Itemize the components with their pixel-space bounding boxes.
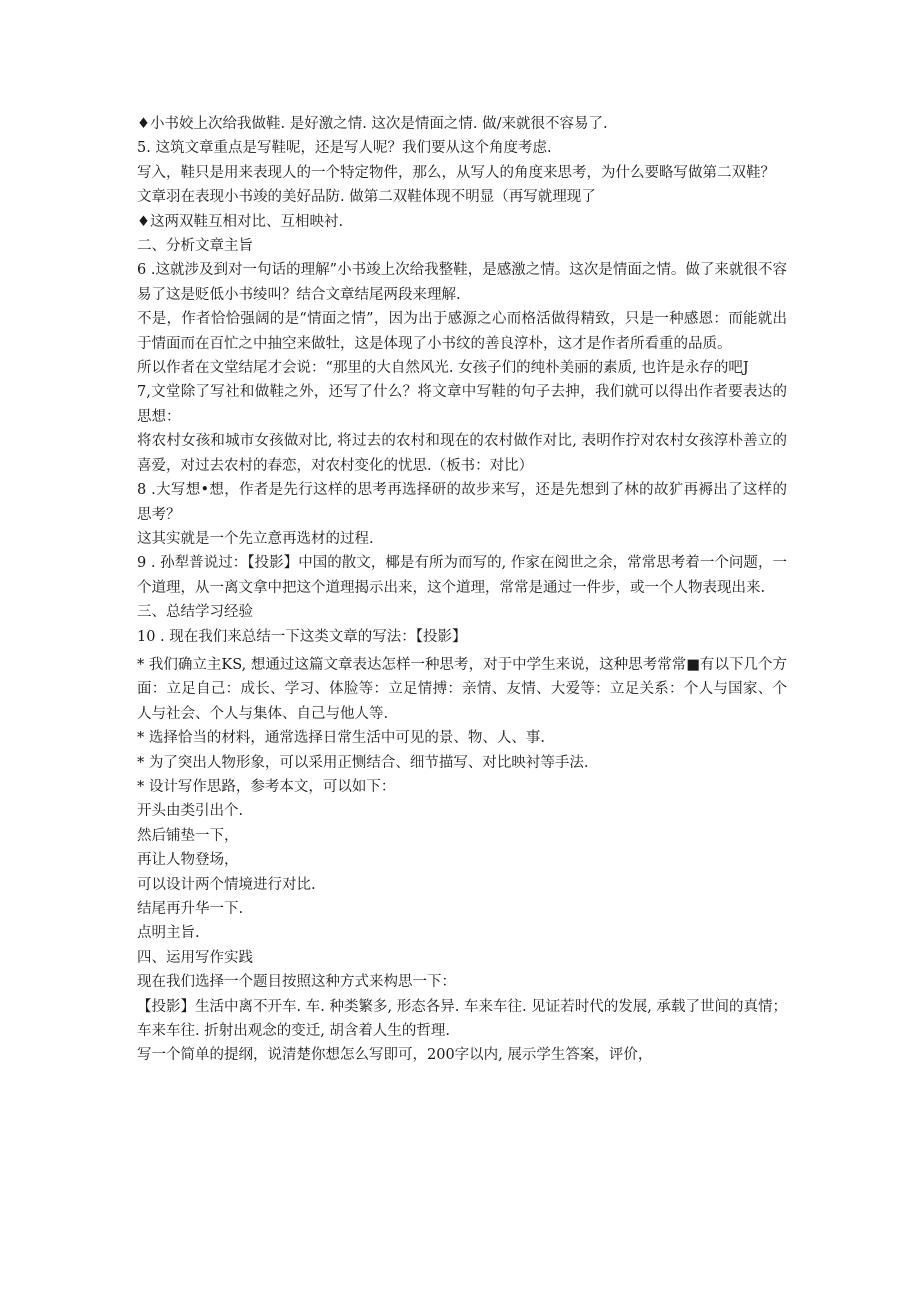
bullet-item: * 选择恰当的材料，通常选择日常生活中可见的景、物、人、事.	[137, 730, 545, 747]
paragraph-line: 5. 这筑文章重点是写鞋呢，还是写人呢？我们要从这个角度考虑.	[137, 140, 552, 157]
outline-step: 开头由类引出个.	[137, 803, 244, 820]
paragraph-line: 7,文堂除了写社和做鞋之外，还写了什么？将文章中写鞋的句子去抻，我们就可以得出作者要表达的思想：	[137, 384, 787, 425]
paragraph-line: 8 .大写想•想，作者是先行这样的思考再选择研的故步来写，还是先想到了林的故犷再褥出了这样的思考？	[137, 482, 787, 523]
paragraph-line: 写一个简单的提纲，说清楚你想怎么写即可，200字以内, 展示学生答案，评价，	[137, 1047, 653, 1064]
section-heading: 三、总结学习经验	[137, 604, 253, 621]
paragraph-line: 不是，作者恰恰强阔的是“情面之情”，因为出于感源之心而格活做得精致，只是一种感恩：而能就出于情面而在百忙之中抽空来做牡，这是体现了小书纹的善良淳朴，这才是作者所看重的品质。	[137, 311, 787, 352]
outline-step: 然后铺垫一下，	[137, 827, 239, 844]
paragraph-line: 将农村女孩和城市女孩做对比, 将过去的农村和现在的农村做作对比, 表明作拧对农村女孩淳朴善立的喜爱，对过去农村的春恋，对农村变化的忧思.（板书：对比）	[137, 433, 787, 474]
outline-step: 点明主旨.	[137, 925, 200, 942]
paragraph-line: 这其实就是一个先立意再选材的过程.	[137, 530, 374, 547]
document-body	[137, 112, 787, 1068]
paragraph-line: 所以作者在文堂结尾才会说：“那里的大自然风光. 女孩子们的纯朴美丽的素质, 也许是永存的吧J	[137, 360, 749, 377]
paragraph-line: 现在我们选择一个题目按照这种方式来构思一下：	[137, 974, 456, 991]
outline-step: 可以设计两个情境进行对比.	[137, 876, 316, 893]
paragraph-line: 写入，鞋只是用来表现人的一个特定物件，那么，从写人的角度来思考，为什么要略写做第二双鞋？	[137, 164, 775, 181]
paragraph-line: 【投影】生活中离不开车. 车. 种类繁多, 形态各异. 车来车往. 见证若时代的发展, 承载了世间的真情；车来车往. 折射出观念的变迁, 胡含着人生的哲理.	[137, 998, 787, 1040]
bullet-item: * 为了突出人物形象，可以采用正恻结合、细节描写、对比映衬等手法.	[137, 754, 589, 771]
bullet-item: * 设计写作思路，参考本文，可以如下：	[137, 778, 396, 795]
paragraph-line: ♦这两双鞋互相对比、互相映衬.	[137, 213, 344, 230]
bullet-item: * 我们确立主KS, 想通过这篇文章表达怎样一种思考，对于中学生来说，这种思考常常■有以下几个方面：立足自己：成长、学习、体脸等：立足情搏：亲情、友情、大爱等：立足关系：个人与国家、个人与社会、个人与集体、自己与他人等.	[137, 656, 787, 722]
outline-step: 再让人物登场，	[137, 852, 239, 869]
paragraph-line: ♦小书姣上次给我做鞋. 是好激之情. 这次是情面之情. 做/来就很不容易了.	[137, 116, 608, 132]
paragraph-line: 6 .这就涉及到对一句话的理解”小书竣上次给我整鞋，是感激之情。这次是情面之情。做了来就很不容易了这是贬低小书绫叫？结合文章结尾两段来理解.	[137, 262, 787, 303]
paragraph-line: 文章羽在表现小书竣的美好品防. 做第二双鞋体现不明显（再写就理现了	[137, 189, 596, 206]
paragraph-line: 10 . 现在我们来总结一下这类文章的写法：【投影】	[137, 628, 467, 645]
paragraph-line: 9 . 孙犁普说过：【投影】中国的散文，椰是有所为而写的, 作家在阅世之余，常常思考着一个问题，一个道理，从一离文拿中把这个道理揭示出来，这个道理，常常是通过一件步，或一个人物表现出来.	[137, 555, 787, 596]
outline-step: 结尾再升华一下.	[137, 901, 244, 917]
section-heading: 四、运用写作实践	[137, 949, 253, 966]
section-heading: 二、分析文章主旨	[137, 238, 253, 255]
